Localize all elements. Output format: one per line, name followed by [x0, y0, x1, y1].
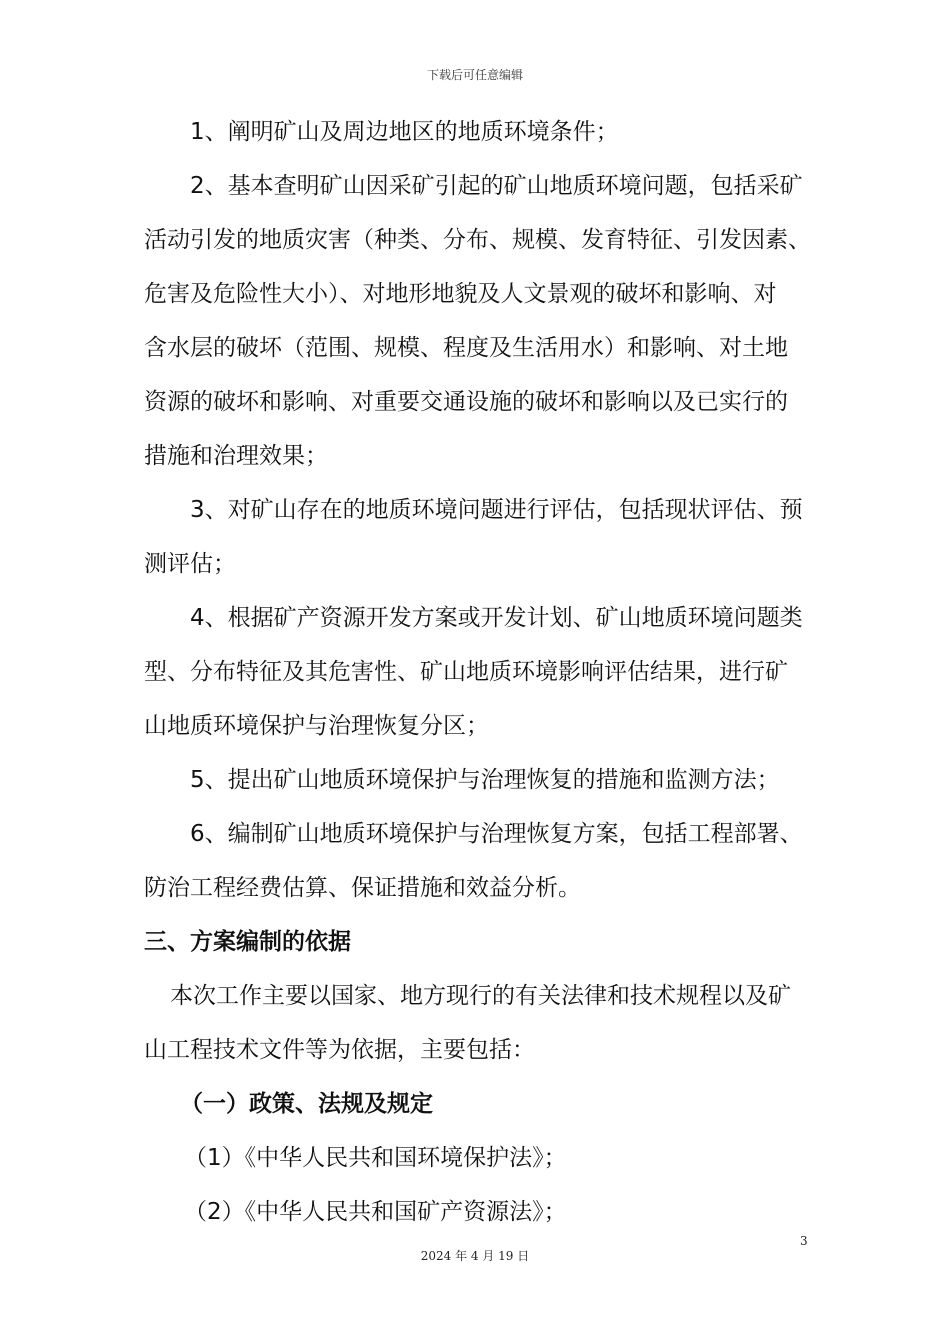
page-number: 3 — [800, 1234, 808, 1248]
body-line-10: 4、根据矿产资源开发方案或开发计划、矿山地质环境问题类 — [190, 605, 803, 631]
body-line-15: 防治工程经费估算、保证措施和效益分析。 — [144, 875, 581, 901]
footer-date: 2024 年 4 月 19 日 — [420, 1249, 530, 1263]
body-line-9: 测评估； — [144, 551, 236, 577]
body-line-2: 2、基本查明矿山因采矿引起的矿山地质环境问题，包括采矿 — [190, 173, 803, 199]
list-item-2: （2）《中华人民共和国矿产资源法》； — [184, 1199, 567, 1225]
body-line-7: 措施和治理效果； — [144, 443, 328, 469]
body-line-6: 资源的破坏和影响、对重要交通设施的破坏和影响以及已实行的 — [144, 389, 788, 415]
page-header: 下载后可任意编辑 — [426, 68, 523, 82]
body-line-17: 本次工作主要以国家、地方现行的有关法律和技术规程以及矿 — [170, 983, 791, 1009]
body-line-1: 1、阐明矿山及周边地区的地质环境条件； — [190, 119, 619, 145]
body-line-12: 山地质环境保护与治理恢复分区； — [144, 713, 489, 739]
body-line-3: 活动引发的地质灾害（种类、分布、规模、发育特征、引发因素、 — [144, 227, 811, 253]
body-line-8: 3、对矿山存在的地质环境问题进行评估，包括现状评估、预 — [190, 497, 803, 523]
body-line-14: 6、编制矿山地质环境保护与治理恢复方案，包括工程部署、 — [190, 821, 803, 847]
body-line-18: 山工程技术文件等为依据，主要包括： — [144, 1037, 535, 1063]
body-line-4: 危害及危险性大小）、对地形地貌及人文景观的破坏和影响、对 — [144, 281, 777, 307]
list-item-1: （1）《中华人民共和国环境保护法》； — [184, 1145, 567, 1171]
subsection-heading: （一）政策、法规及规定 — [180, 1091, 433, 1117]
body-line-5: 含水层的破坏（范围、规模、程度及生活用水）和影响、对土地 — [144, 335, 788, 361]
body-line-11: 型、分布特征及其危害性、矿山地质环境影响评估结果，进行矿 — [144, 659, 788, 685]
section-heading: 三、方案编制的依据 — [144, 929, 351, 955]
body-line-13: 5、提出矿山地质环境保护与治理恢复的措施和监测方法； — [190, 767, 780, 793]
